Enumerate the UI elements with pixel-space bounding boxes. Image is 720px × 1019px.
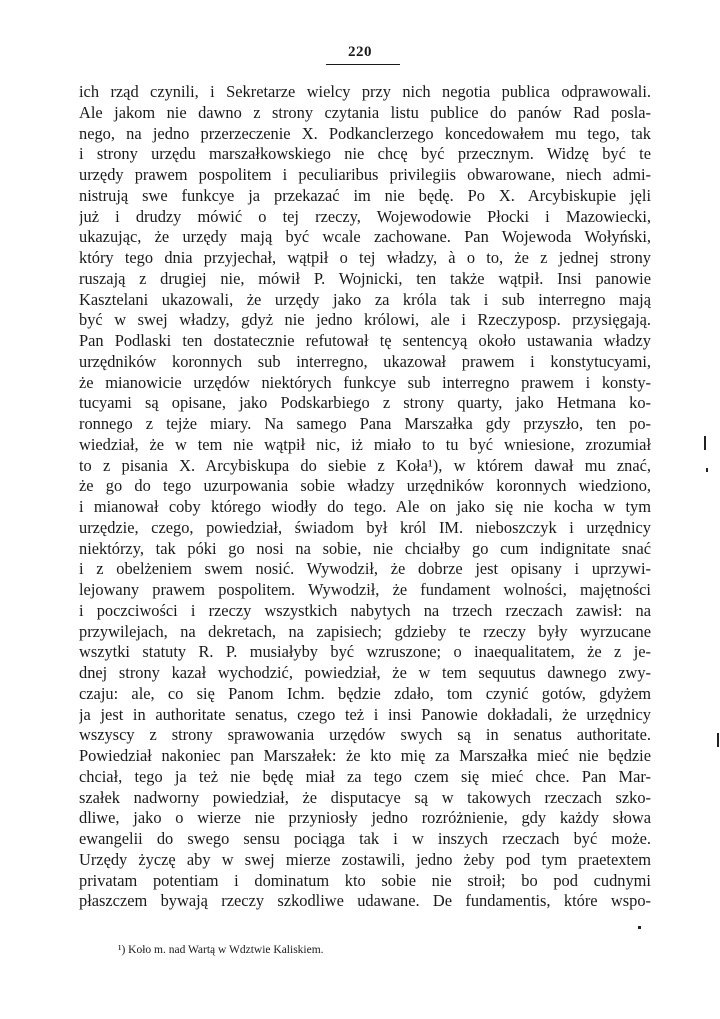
margin-mark (717, 733, 719, 747)
text-line: ukazując, że urzędy mają być wcale zachowane. Pan Wojewoda Wołyński, (79, 227, 651, 247)
text-line: i z obelżeniem swem nosić. Wywodził, że dobrze jest opisany i uprzywi- (79, 559, 651, 579)
text-line: ronnego z tejże miary. Na samego Pana Marszałka gdy przyszło, ten po- (79, 414, 651, 433)
text-line: Kasztelani ukazowali, że urzędy jako za króla tak i sub interregno mają (79, 289, 651, 309)
text-line: być w swej władzy, gdyż nie jedno królowi, ale i Rzeczyposp. przysięgają. (79, 310, 651, 330)
text-line: płaszczem bywają rzeczy szkodliwe udawane. De fundamentis, które wspo- (79, 891, 651, 911)
text-line: i poczciwości i rzeczy wszystkich nabytych na trzech rzeczach zawisł: na (79, 600, 651, 620)
text-line: to z pisania X. Arcybiskupa do siebie z Koła¹), w którem dawał mu znać, (79, 455, 651, 475)
text-line: lejowany prawem pospolitem. Wywodził, że fundament wolności, majętności (79, 580, 651, 599)
text-line: nego, na jedno przerzeczenie X. Podkanclerzego koncedowałem mu tego, tak (79, 123, 651, 143)
text-line: nistrują swe funkcye ja przekazać im nie będę. Po X. Arcybiskupie jęli (79, 185, 651, 205)
text-line: już i drudzy mówić o tej rzeczy, Wojewodowie Płocki i Mazowiecki, (79, 206, 651, 226)
text-line: i mianował coby którego wiodły do tego. Ale on jako się nie kocha w tym (79, 497, 651, 516)
text-line: szałek nadworny powiedział, że disputacye są w takowych rzeczach szko- (79, 787, 651, 807)
text-line: ich rząd czynili, i Sekretarze wielcy przy nich negotia publica odprawowali. (79, 82, 651, 101)
text-line: ewangelii do swego sensu pociąga tak i w inszych rzeczach być może. (79, 829, 651, 848)
text-line: Ale jakom nie dawno z strony czytania listu publice do panów Rad posla- (79, 102, 651, 122)
margin-mark (638, 926, 641, 929)
page-number: 220 (348, 44, 372, 60)
text-line: dnej strony kazał wychodzić, powiedział, że w tem sequutus dawnego zwy- (79, 663, 651, 682)
text-line: wiedział, że w tem nie wątpił nic, iż miało to tu być wniesione, zrozumiał (79, 434, 651, 454)
body-text (79, 82, 651, 912)
footnote (118, 944, 324, 956)
footnote-marker: ¹) (118, 944, 126, 956)
text-line: urzędników koronnych sub interregno, ukazował prawem i konstytucyami, (79, 351, 651, 371)
text-line: tucyami są opisane, jako Podskarbiego z strony quarty, jako Hetmana ko- (79, 393, 651, 413)
text-line: dliwe, jako o wierze nie przyniosły jedno rozróżnienie, gdy każdy słowa (79, 808, 651, 828)
text-line: przywilejach, na dekretach, na zapisiech; gdzieby te rzeczy były wyrzucane (79, 621, 651, 641)
text-line: że go do tego uzurpowania sobie władzy urzędników koronnych wiedziono, (79, 476, 651, 496)
text-line: ja jest in authoritate senatus, czego też i insi Panowie dokładali, że urzędnicy (79, 704, 651, 724)
text-line: urzędzie, czego, powiedział, świadom był król IM. nieboszczyk i urzędnicy (79, 517, 651, 537)
text-line: Powiedział nakoniec pan Marszałek: że kto mię za Marszałka mieć nie będzie (79, 746, 651, 765)
margin-mark (706, 468, 708, 472)
text-line: ruszają z drugiej nie, mówił P. Wojnicki, ten także wątpił. Insi panowie (79, 268, 651, 288)
text-line: privatam potentiam i dominatum kto sobie nie stroił; bo pod cudnymi (79, 870, 651, 890)
text-line: czaju: ale, co się Panom Ichm. będzie zdało, tom czynić gotów, gdyżem (79, 683, 651, 703)
text-line: Urzędy życzę aby w swej mierze zostawili, jedno żeby pod tym praetextem (79, 849, 651, 869)
margin-mark (704, 436, 706, 450)
text-line: urzędy prawem pospolitem i peculiaribus privilegiis obwarowane, niech admi- (79, 165, 651, 184)
text-line: niektórzy, tak póki go nosi na sobie, nie chciałby go cum indignitate snać (79, 538, 651, 558)
text-line: Pan Podlaski ten dostatecznie refutował tę sentencyą około ustawania władzy (79, 331, 651, 350)
page-number-rule (326, 64, 400, 65)
text-line: który tego dnia przyjechał, wątpił o tej władzy, à o to, że z jednej strony (79, 248, 651, 267)
text-line: że mianowicie urzędów niektórych funkcye sub interregno prawem i konsty- (79, 372, 651, 392)
text-line: wszyscy z strony sprawowania urzędów swych są in senatus authoritate. (79, 725, 651, 745)
text-line: i strony urzędu marszałkowskiego nie chcę być przecznym. Widzę być te (79, 144, 651, 164)
footnote-text: Koło m. nad Wartą w Wdztwie Kaliskiem. (128, 944, 324, 956)
text-line: chciał, tego ja też nie będę miał za tego czem się mieć chce. Pan Mar- (79, 766, 651, 786)
text-line: wszytki statuty R. P. musiałyby być wzruszone; o inaequalitatem, że z je- (79, 642, 651, 662)
